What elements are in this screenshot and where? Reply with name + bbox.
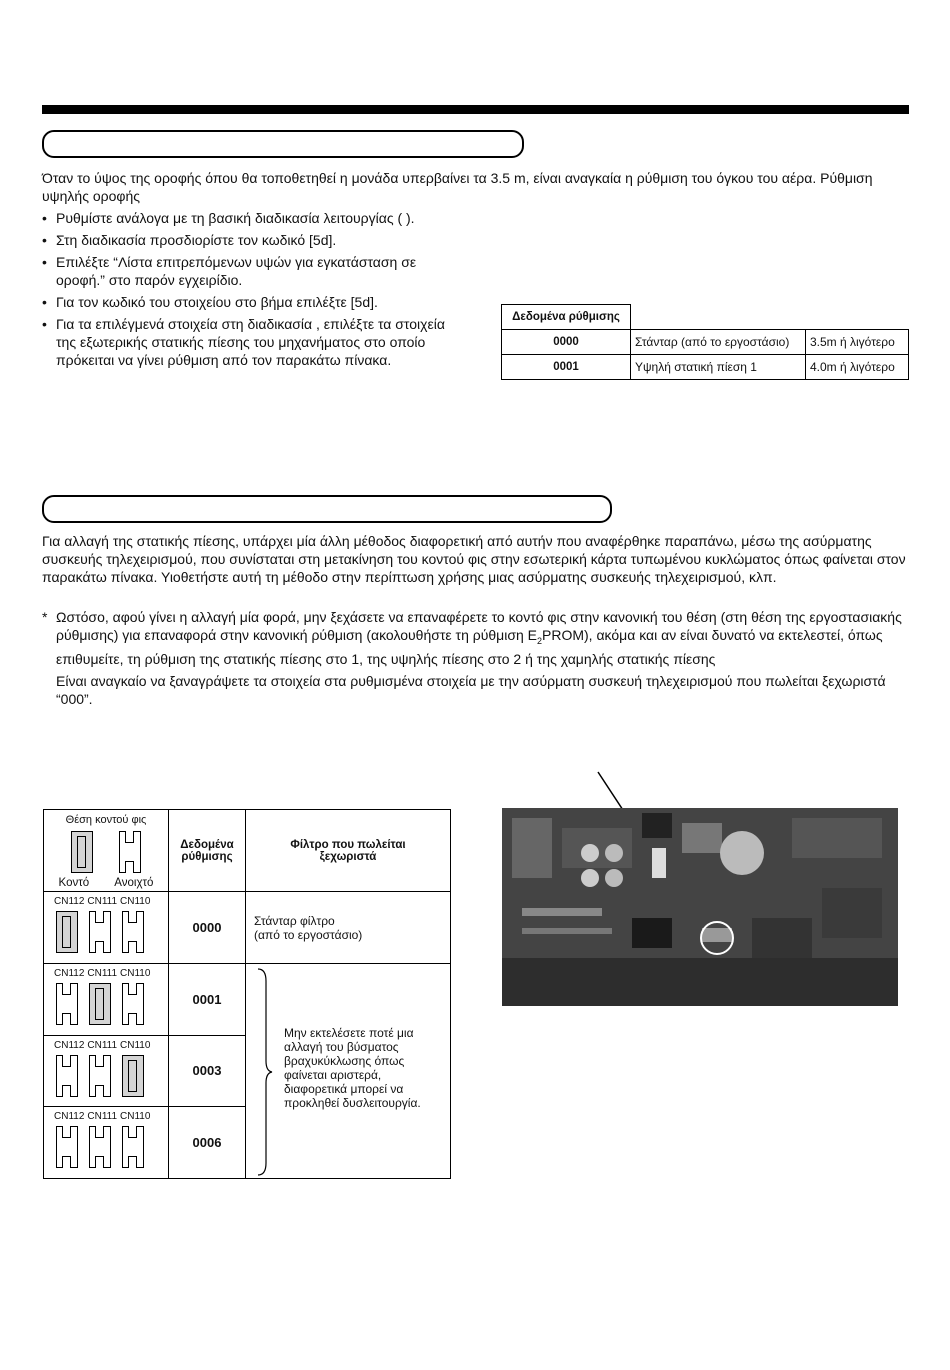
- table-row: CN112 CN111 CN110 0001 Μην εκτελέσετε ποτέ μια αλλαγή του βύσματος βραχυκύκλωσης όπως φαίνεται αριστερά, διαφορετικά μπορεί να προκληθεί δυσλειτουργία.: [44, 964, 451, 1035]
- setting-code: 0006: [169, 1106, 246, 1178]
- table-row: [44, 892, 451, 964]
- section2-heading-box: [42, 495, 612, 523]
- table-header: Δεδομένα ρύθμισης: [502, 305, 631, 330]
- bullet-item: • Ρυθμίστε ανάλογα με τη βασική διαδικασία λειτουργίας ( ).: [42, 210, 415, 226]
- plug-cn112: [56, 1055, 78, 1097]
- plug-row: [44, 1122, 168, 1168]
- section1-intro: Όταν το ύψος της οροφής όπου θα τοποθετηθεί η μονάδα υπερβαίνει τα 3.5 m, είναι αναγκαία η ρύθμιση του όγκου του αέρα. Ρύθμιση υψηλής οροφής: [42, 170, 873, 204]
- plug-cn112: [56, 983, 78, 1025]
- table-row: CN112 CN111 CN110 0006: [44, 1106, 451, 1178]
- header-filter: Φίλτρο που πωλείται ξεχωριστά: [246, 810, 451, 892]
- plug-legend-cell: Θέση κοντού φις Κοντό Ανοιχτό: [44, 810, 169, 892]
- plug-cn110: [122, 1055, 144, 1097]
- plug-cn111: [89, 983, 111, 1025]
- bullet-item: • Στη διαδικασία προσδιορίστε τον κωδικό [5d].: [42, 232, 337, 248]
- setting-code: 0000: [169, 892, 246, 964]
- plug-cn111: [89, 1126, 111, 1168]
- plug-cn111: [89, 1055, 111, 1097]
- plug-cn110: [122, 911, 144, 953]
- cn-labels: CN112 CN111 CN110: [54, 896, 151, 908]
- shorted-plug-icon: [71, 831, 93, 873]
- bullet-item: • Για τα επιλέγμενά στοιχεία στη διαδικασία , επιλέξτε τα στοιχεία της εξωτερικής στατικής πίεσης του μηχανήματος στο οποίο πρόκειται να γίνει ρύθμιση από τον παρακάτω πίνακα.: [42, 316, 445, 368]
- setting-code: 0003: [169, 1035, 246, 1106]
- top-rule: [42, 105, 909, 114]
- setting-code: 0001: [169, 964, 246, 1035]
- table-row: 0000 Στάνταρ (από το εργοστάσιο) 3.5m ή λιγότερο: [502, 330, 909, 355]
- warning-text: Μην εκτελέσετε ποτέ μια αλλαγή του βύσματος βραχυκύκλωσης όπως φαίνεται αριστερά, διαφορετικά μπορεί να προκληθεί δυσλειτουργία.: [284, 1026, 421, 1111]
- bullet-item: • Επιλέξτε “Λίστα επιτρεπόμενων υψών για εγκατάσταση σε οροφή.” στο παρόν εγχειρίδιο.: [42, 254, 417, 288]
- section2-intro: Για αλλαγή της στατικής πίεσης, υπάρχει μία άλλη μέθοδος διαφορετική από αυτήν που αναφέρθηκε παραπάνω, μέσω της ασύρματης συσκευής τηλεχειρισμού, που συνίσταται στη μετακίνηση του κοντού φις στην εσωτερική κάρτα τυπωμένου κυκλώματος όπως φαίνεται στον παρακάτω πίνακα. Υιοθετήστε αυτή τη μέθοδο στην περίπτωση χρήσης μιας ασύρματης συσκευής τηλεχειρισμού, κλπ.: [42, 533, 906, 585]
- short-plug-table: [43, 809, 451, 1179]
- open-plug-icon: [119, 831, 141, 873]
- static-pressure-table: [501, 304, 909, 380]
- pcb-image: [502, 808, 898, 1006]
- plug-row: [44, 1051, 168, 1097]
- plug-row: [44, 907, 168, 953]
- section1-bullet-list: [42, 209, 452, 369]
- warning-cell: [246, 964, 451, 1179]
- plug-cn110: [122, 1126, 144, 1168]
- bullet-item: • Για τον κωδικό του στοιχείου στο βήμα επιλέξτε [5d].: [42, 294, 378, 310]
- plug-cn110: [122, 983, 144, 1025]
- header-setting-data: Δεδομένα ρύθμισης: [169, 810, 246, 892]
- plug-cn112: [56, 911, 78, 953]
- plug-cn111: [89, 911, 111, 953]
- plug-row: [44, 979, 168, 1025]
- section1-heading-box: [42, 130, 524, 158]
- pcb-photo: [502, 808, 898, 1006]
- brace-icon: [254, 967, 274, 1177]
- table-row: 0001 Υψηλή στατική πίεση 1 4.0m ή λιγότερο: [502, 355, 909, 380]
- table-row: CN112 CN111 CN110 0003: [44, 1035, 451, 1106]
- plug-cn112: [56, 1126, 78, 1168]
- filter-standard: Στάνταρ φίλτρο (από το εργοστάσιο): [246, 892, 451, 964]
- section2-note: * Ωστόσο, αφού γίνει η αλλαγή μία φορά, μην ξεχάσετε να επαναφέρετε το κοντό φις στην κανονική του θέση (στη θέση της εργοστασιακής ρύθμισης) για επαναφορά στην κανονική ρύθμιση (ακολουθήστε τη ρύθμιση $E_2PROM$), ακόμα και αν είναι δυνατό να εκτελεστεί, όπως επιθυμείτε, τη ρύθμιση της στατικής πίεσης στο 1, της υψηλής πίεσης στο 2 ή της χαμηλής στατικής πίεσης Είναι αναγκαίο να ξαναγράψετε τα στοιχεία στα ρυθμισμένα στοιχεία με την ασύρματη συσκευή τηλεχειρισμού που πωλείται ξεχωριστά “000”.: [42, 609, 902, 707]
